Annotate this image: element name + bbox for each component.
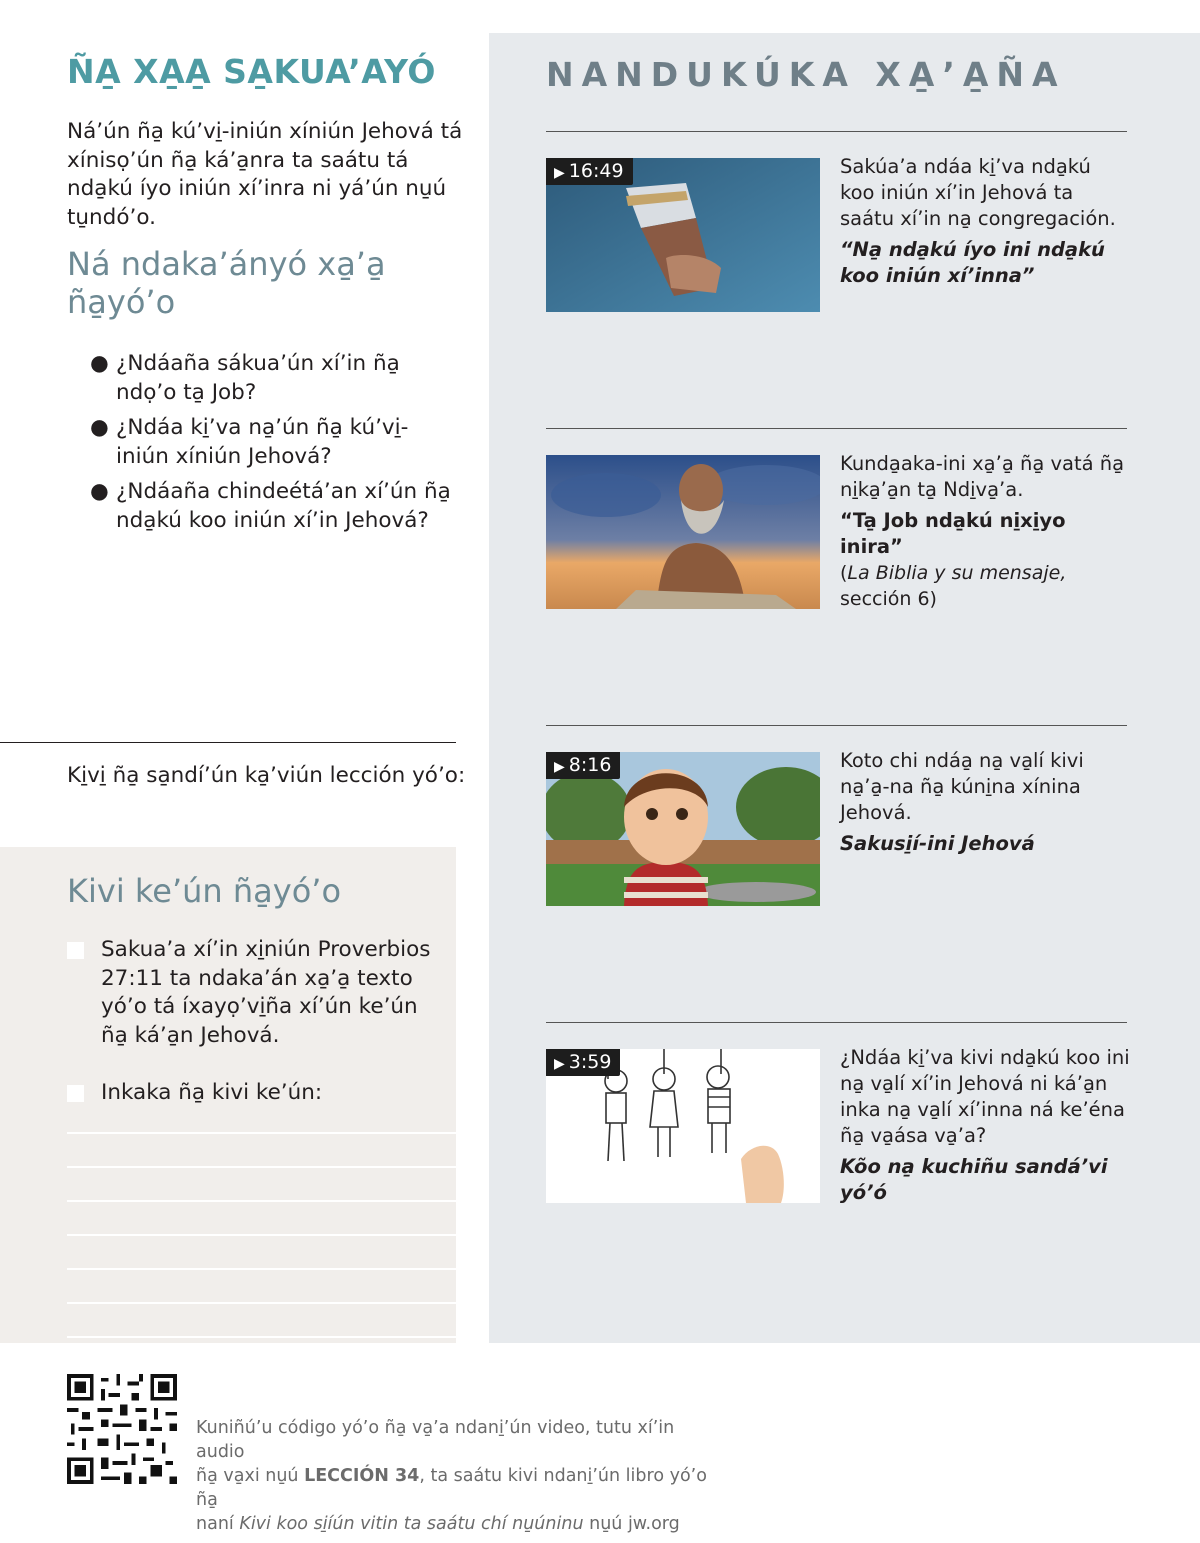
review-questions-list (90, 350, 460, 542)
write-line[interactable] (67, 1268, 456, 1270)
explore-heading: NANDUKÚKA XA̱’A̱ÑA (546, 55, 1066, 94)
write-line[interactable] (67, 1166, 456, 1168)
play-icon: ▶ (554, 759, 565, 775)
goals-heading: Kivi ke’ún ña̱yó’o (67, 872, 342, 910)
bullet-icon: ● (90, 415, 109, 440)
job-illustration (546, 455, 820, 609)
write-line[interactable] (67, 1302, 456, 1304)
write-line[interactable] (67, 1234, 456, 1236)
goal-item[interactable] (67, 936, 437, 1050)
video-caption (840, 154, 1130, 289)
video-description: Koto chi ndáa̱ na̱ va̱lí kivi na̱’a̱-na ña̱ kúni̱na xínina Jehová. (840, 749, 1084, 824)
question-text: ¿Ndáa ki̱’va na̱’ún ña̱ kú’vi̱-iniún xíniún Jehová? (116, 415, 409, 469)
footer-line: Kuniñú’u código yó’o ña̱ va̱’a ndani̱’ún video, tutu xí’in audio (196, 1418, 675, 1462)
video-thumbnail[interactable] (546, 158, 820, 312)
bullet-icon: ● (90, 479, 109, 504)
question-item (90, 414, 460, 471)
divider (546, 1022, 1127, 1023)
write-line[interactable] (67, 1200, 456, 1202)
checkbox-icon[interactable] (67, 942, 84, 959)
video-title[interactable]: “Ta̱ Job nda̱kú ni̱xi̱yo inira” (840, 509, 1066, 558)
checkbox-icon[interactable] (67, 1085, 84, 1102)
goal-text: Sakua’a xí’in xi̱niún Proverbios 27:11 ta ndaka’án xa̱’a̱ texto yó’o tá íxayọ’vi̱ña xí’ún ke’ún ña̱ ká’a̱n Jehová. (101, 937, 431, 1048)
duration-badge: ▶ 3:59 (546, 1049, 620, 1076)
footer-line: naní Kivi koo si̱íún vitin ta saátu chí nu̱úninu nu̱ú jw.org (196, 1514, 680, 1534)
duration-badge: ▶ 8:16 (546, 752, 620, 779)
video-description: Kunda̱aka-ini xa̱’a̱ ña̱ vatá ña̱ ni̱ka̱’a̱n ta̱ Ndi̱va̱’a. (840, 452, 1125, 501)
bullet-icon: ● (90, 351, 109, 376)
divider (546, 428, 1127, 429)
play-icon: ▶ (554, 1056, 565, 1072)
video-description: ¿Ndáa ki̱’va kivi nda̱kú koo ini na̱ va̱lí xí’in Jehová ni ká’a̱n inka na̱ va̱lí xí’inna ná ke’éna ña̱ va̱ása va̱’a? (840, 1046, 1130, 1147)
goal-item[interactable] (67, 1079, 437, 1108)
section-title: ÑA̱ XA̱A̱ SA̱KUA’AYÓ (67, 52, 436, 91)
video-reference: (La Biblia y su mensaje, sección 6) (840, 562, 1067, 610)
video-caption (840, 748, 1130, 857)
write-line[interactable] (67, 1132, 456, 1134)
question-text: ¿Ndáaña chindeétá’an xí’ún ña̱ nda̱kú koo iniún xí’in Jehová? (116, 479, 451, 533)
goal-text: Inkaka ña̱ kivi ke’ún: (101, 1080, 323, 1105)
intro-paragraph: Ná’ún ña̱ kú’vi̱-iniún xíniún Jehová tá xínisọ’ún ña̱ ká’a̱nra ta saátu tá nda̱kú íyo iniún xí’inra ni yá’ún nu̱ú tu̱ndó’o. (67, 119, 463, 230)
video-caption (840, 1045, 1130, 1206)
footer-line: ña̱ va̱xi nu̱ú LECCIÓN 34, ta saátu kivi ndani̱’ún libro yó’o ña̱ (196, 1466, 707, 1510)
video-description: Sakúa’a ndáa ki̱’va nda̱kú koo iniún xí’in Jehová ta saátu xí’in na̱ congregación. (840, 155, 1116, 230)
divider (546, 725, 1127, 726)
qr-code-icon[interactable] (67, 1374, 177, 1484)
play-icon: ▶ (554, 165, 565, 181)
video-thumbnail[interactable] (546, 455, 820, 609)
footer-instructions (196, 1416, 716, 1536)
video-caption (840, 451, 1130, 612)
completion-date-label: Ki̱vi̱ ña̱ sa̱ndí’ún ka̱’viún lección yó’o: (67, 763, 466, 788)
video-thumbnail[interactable] (546, 1049, 820, 1203)
questions-heading: Ná ndaka’ányó xa̱’a̱ ña̱yó’o (67, 245, 386, 321)
video-title[interactable]: “Na̱ nda̱kú íyo ini nda̱kú koo iniún xí’inna” (840, 238, 1105, 287)
write-line[interactable] (67, 1336, 456, 1338)
video-title[interactable]: Kõo na̱ kuchiñu sandá’vi yó’ó (840, 1155, 1108, 1204)
divider (546, 131, 1127, 132)
question-text: ¿Ndáaña sákua’ún xí’in ña̱ ndọ’o ta̱ Job? (116, 351, 400, 405)
duration-badge: ▶ 16:49 (546, 158, 633, 185)
video-title[interactable]: Sakusi̱í-ini Jehová (840, 832, 1035, 855)
video-thumbnail[interactable] (546, 752, 820, 906)
question-item (90, 478, 460, 535)
question-item (90, 350, 460, 407)
divider (0, 742, 456, 743)
